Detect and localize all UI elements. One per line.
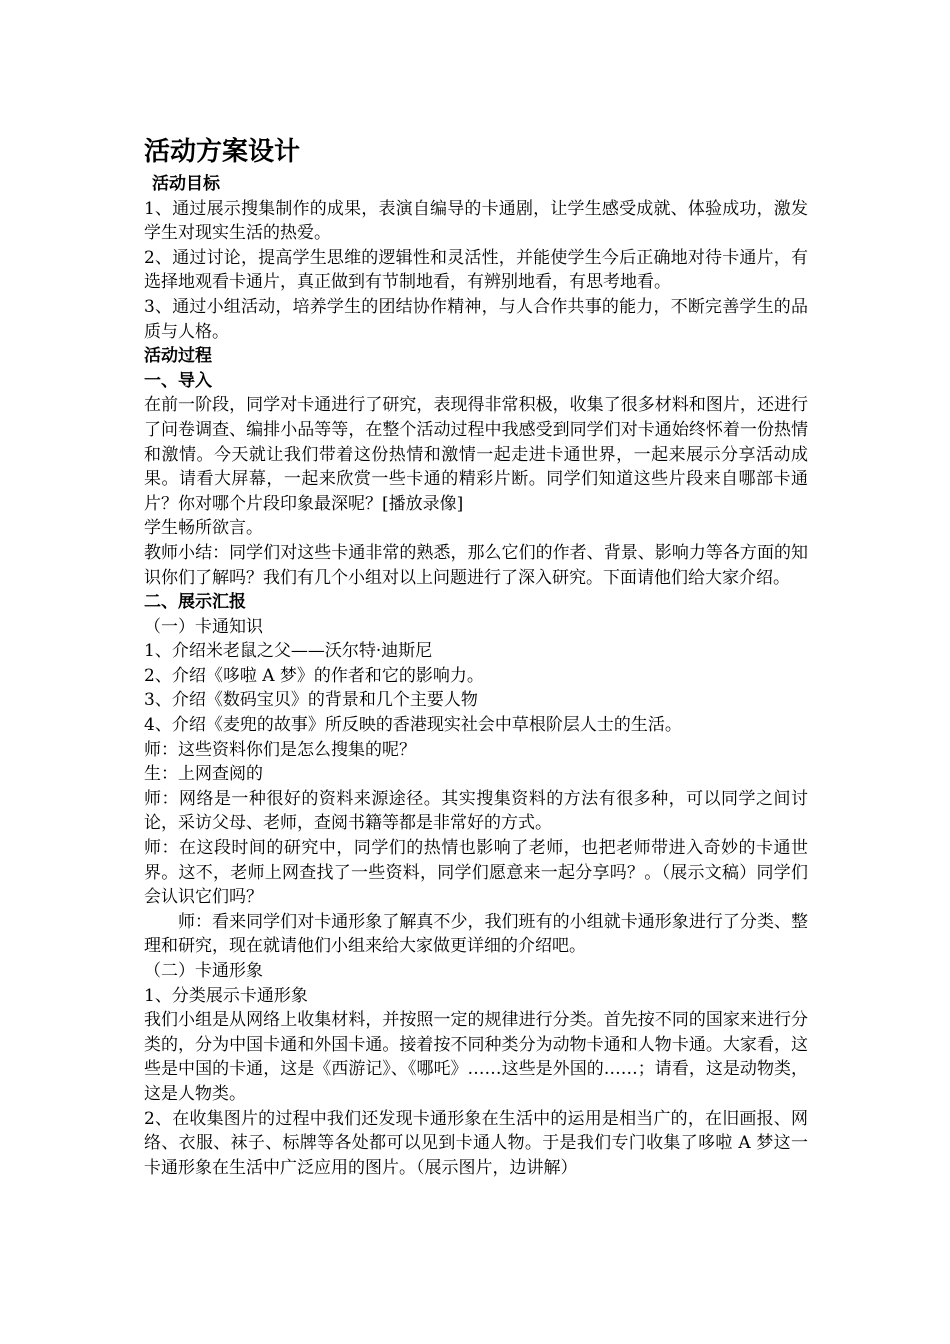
- goal-heading: 活动目标: [152, 174, 220, 194]
- knowledge-item: 4、介绍《麦兜的故事》所反映的香港现实社会中草根阶层人士的生活。: [144, 715, 682, 736]
- show-heading: 二、展示汇报: [144, 592, 246, 613]
- goal-item: 3、通过小组活动，培养学生的团结协作精神，与人合作共事的能力，不断完善学生的品质与人格。: [144, 296, 808, 342]
- dialogue-line: 师：这些资料你们是怎么搜集的呢？: [144, 739, 416, 760]
- goal-item: 2、通过讨论，提高学生思维的逻辑性和灵活性，并能使学生今后正确地对待卡通片，有选择地观看卡通片，真正做到有节制地看，有辨别地看，有思考地看。: [144, 247, 808, 293]
- knowledge-item: 3、介绍《数码宝贝》的背景和几个主要人物: [144, 690, 478, 711]
- doc-title: 活动方案设计: [144, 137, 301, 167]
- dialogue-line: 师：网络是一种很好的资料来源途径。其实搜集资料的方法有很多种，可以同学之间讨论，采访父母、老师，查阅书籍等都是非常好的方式。: [144, 788, 808, 834]
- image-heading: （二）卡通形象: [144, 961, 263, 981]
- dialogue-line: 生：上网查阅的: [144, 764, 263, 785]
- image-paragraph: 我们小组是从网络上收集材料，并按照一定的规律进行分类。首先按不同的国家来进行分类的，分为中国卡通和外国卡通。接着按不同种类分为动物卡通和人物卡通。大家看，这些是中国的卡通，这是《西游记》、《哪吒》……这些是外国的……；请看，这是动物类，这是人物类。: [144, 1010, 808, 1104]
- image-item: 1、分类展示卡通形象: [144, 985, 308, 1006]
- intro-paragraph: 在前一阶段，同学对卡通进行了研究，表现得非常积极，收集了很多材料和图片，还进行了问卷调查、编排小品等等，在整个活动过程中我感受到同学们对卡通始终怀着一份热情和激情。今天就让我们带着这份热情和激情一起走进卡通世界，一起来展示分享活动成果。请看大屏幕，一起来欣赏一些卡通的精彩片断。同学们知道这些片段来自哪部卡通片？你对哪个片段印象最深呢？[播放录像]: [144, 395, 808, 514]
- document-body: [144, 132, 808, 1180]
- dialogue-line: 师：在这段时间的研究中，同学们的热情也影响了老师，也把老师带进入奇妙的卡通世界。这不，老师上网查找了一些资料，同学们愿意来一起分享吗？。（展示文稿）同学们会认识它们吗？: [144, 838, 808, 908]
- image-item: 2、在收集图片的过程中我们还发现卡通形象在生活中的运用是相当广的，在旧画报、网络、衣服、袜子、标牌等各处都可以见到卡通人物。于是我们专门收集了哆啦 A 梦这一卡通形象在生活中广泛应用的图片。（展示图片，边讲解）: [144, 1108, 808, 1178]
- teacher-summary: 教师小结：同学们对这些卡通非常的熟悉，那么它们的作者、背景、影响力等各方面的知识你们了解吗？我们有几个小组对以上问题进行了深入研究。下面请他们给大家介绍。: [144, 542, 808, 588]
- knowledge-heading: （一）卡通知识: [144, 616, 263, 637]
- teacher-transition: 师：看来同学们对卡通形象了解真不少，我们班有的小组就卡通形象进行了分类、整理和研究，现在就请他们小组来给大家做更详细的介绍吧。: [144, 911, 808, 957]
- knowledge-item: 1、介绍米老鼠之父——沃尔特·迪斯尼: [144, 641, 433, 662]
- student-line: 学生畅所欲言。: [144, 518, 263, 539]
- process-heading: 活动过程: [144, 346, 212, 367]
- intro-heading: 一、导入: [144, 370, 212, 391]
- goal-item: 1、通过展示搜集制作的成果，表演自编导的卡通剧，让学生感受成就、体验成功，激发学生对现实生活的热爱。: [144, 198, 808, 244]
- knowledge-item: 2、介绍《哆啦 A 梦》的作者和它的影响力。: [144, 665, 484, 686]
